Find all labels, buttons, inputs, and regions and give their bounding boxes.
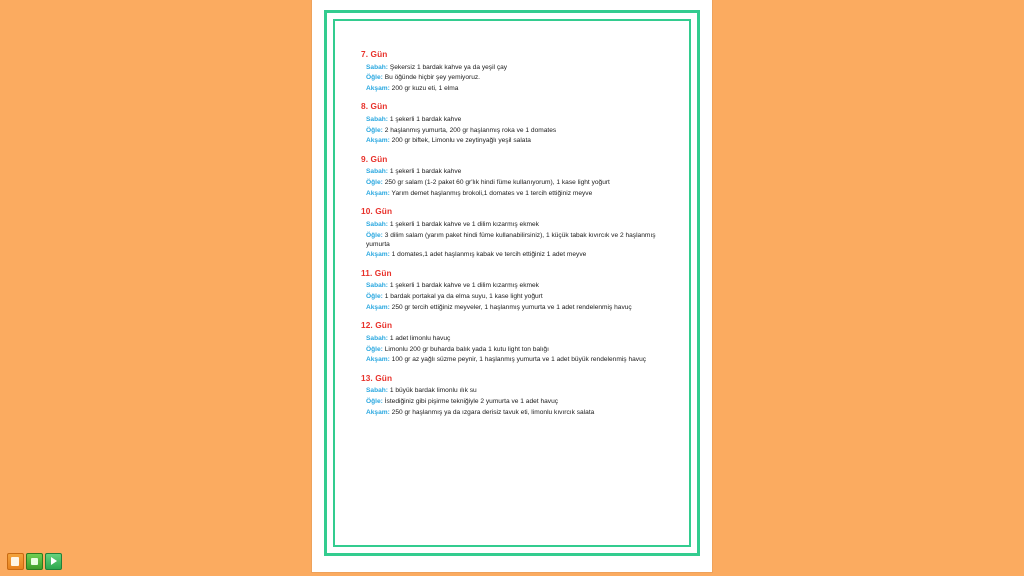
meal-row	[361, 189, 663, 198]
meal-text: 250 gr salam (1-2 paket 60 gr'lık hindi füme kullanıyorum), 1 kase light yoğurt	[384, 179, 610, 187]
taskbar	[7, 553, 62, 570]
meal-label: Sabah:	[366, 168, 388, 176]
day-block	[361, 101, 663, 145]
meal-text: Limonlu 200 gr buharda balık yada 1 kutu light ton balığı	[384, 345, 549, 353]
meal-row	[361, 408, 663, 417]
day-title: 12. Gün	[361, 320, 393, 331]
meal-row	[361, 73, 663, 82]
day-block	[361, 320, 663, 364]
meal-text: 1 şekerli 1 bardak kahve	[389, 168, 462, 176]
meal-label: Akşam:	[366, 84, 390, 92]
meal-label: Akşam:	[366, 303, 390, 311]
day-block	[361, 373, 663, 417]
meal-row	[361, 84, 663, 93]
day-block	[361, 206, 663, 259]
meal-text: 200 gr biftek, Limonlu ve zeytinyağlı yeşil salata	[391, 137, 531, 145]
meal-text: Bu öğünde hiçbir şey yemiyoruz.	[384, 74, 480, 82]
meal-label: Sabah:	[366, 387, 388, 395]
day-block	[361, 154, 663, 198]
meal-row	[361, 386, 663, 395]
meal-text: 3 dilim salam (yarım paket hindi füme kullanabilirsiniz), 1 küçük tabak kıvırcık ve 2 haşlanmış yumurta	[366, 231, 656, 248]
meal-label: Öğle:	[366, 345, 383, 353]
green-app-icon[interactable]	[26, 553, 43, 570]
decorative-border-frame	[324, 10, 700, 556]
day-title: 8. Gün	[361, 101, 388, 112]
meal-text: Yarım demet haşlanmış brokoli,1 domates ve 1 tercih ettiğiniz meyve	[391, 189, 593, 197]
meal-row	[361, 355, 663, 364]
meal-row	[361, 220, 663, 229]
meal-label: Sabah:	[366, 220, 388, 228]
meal-label: Öğle:	[366, 293, 383, 301]
meal-label: Öğle:	[366, 126, 383, 134]
meal-text: 1 adet limonlu havuç	[389, 334, 451, 342]
document-page	[312, 0, 712, 572]
meal-text: 200 gr kuzu eti, 1 elma	[391, 84, 459, 92]
meal-label: Sabah:	[366, 334, 388, 342]
meal-label: Akşam:	[366, 408, 390, 416]
meal-row	[361, 167, 663, 176]
meal-text: 250 gr tercih ettiğiniz meyveler, 1 haşlanmış yumurta ve 1 adet rendelenmiş havuç	[391, 303, 632, 311]
meal-row	[361, 63, 663, 72]
meal-text: 1 şekerli 1 bardak kahve ve 1 dilim kızarmış ekmek	[389, 220, 539, 228]
meal-row	[361, 334, 663, 343]
meal-row	[361, 303, 663, 312]
meal-row	[361, 345, 663, 354]
meal-row	[361, 231, 663, 249]
meal-row	[361, 126, 663, 135]
meal-text: 100 gr az yağlı süzme peynir, 1 haşlanmış yumurta ve 1 adet büyük rendelenmiş havuç	[391, 356, 647, 364]
meal-text: 1 domates,1 adet haşlanmış kabak ve tercih ettiğiniz 1 adet meyve	[391, 251, 587, 259]
meal-row	[361, 136, 663, 145]
media-play-icon[interactable]	[45, 553, 62, 570]
meal-text: İstediğiniz gibi pişirme tekniğiyle 2 yumurta ve 1 adet havuç	[384, 398, 559, 406]
meal-text: 1 bardak portakal ya da elma suyu, 1 kase light yoğurt	[384, 293, 543, 301]
meal-text: 250 gr haşlanmış ya da ızgara derisiz tavuk eti, limonlu kıvırcık salata	[391, 408, 595, 416]
meal-text: Şekersiz 1 bardak kahve ya da yeşil çay	[389, 63, 508, 71]
meal-text: 2 haşlanmış yumurta, 200 gr haşlanmış roka ve 1 domates	[384, 126, 557, 134]
meal-row	[361, 178, 663, 187]
meal-label: Akşam:	[366, 356, 390, 364]
day-title: 7. Gün	[361, 49, 388, 59]
day-title: 9. Gün	[361, 153, 388, 164]
meal-label: Öğle:	[366, 231, 383, 239]
meal-row	[361, 281, 663, 290]
meal-label: Sabah:	[366, 282, 388, 290]
meal-label: Sabah:	[366, 63, 388, 71]
meal-row	[361, 115, 663, 124]
meal-text: 1 şekerli 1 bardak kahve	[389, 115, 462, 123]
meal-label: Sabah:	[366, 115, 388, 123]
meal-label: Öğle:	[366, 398, 383, 406]
meal-row	[361, 397, 663, 406]
day-block	[361, 49, 663, 93]
meal-label: Akşam:	[366, 251, 390, 259]
day-title: 13. Gün	[361, 372, 393, 383]
meal-row	[361, 292, 663, 301]
day-title: 11. Gün	[361, 267, 392, 278]
meal-label: Öğle:	[366, 74, 383, 82]
meal-text: 1 büyük bardak limonlu ılık su	[389, 387, 477, 395]
day-title: 10. Gün	[361, 206, 393, 217]
day-block	[361, 268, 663, 312]
meal-label: Öğle:	[366, 179, 383, 187]
meal-label: Akşam:	[366, 137, 390, 145]
document-body	[333, 19, 691, 547]
meal-text: 1 şekerli 1 bardak kahve ve 1 dilim kızarmış ekmek	[389, 282, 539, 290]
meal-row	[361, 250, 663, 259]
meal-label: Akşam:	[366, 189, 390, 197]
pdf-reader-icon[interactable]	[7, 553, 24, 570]
